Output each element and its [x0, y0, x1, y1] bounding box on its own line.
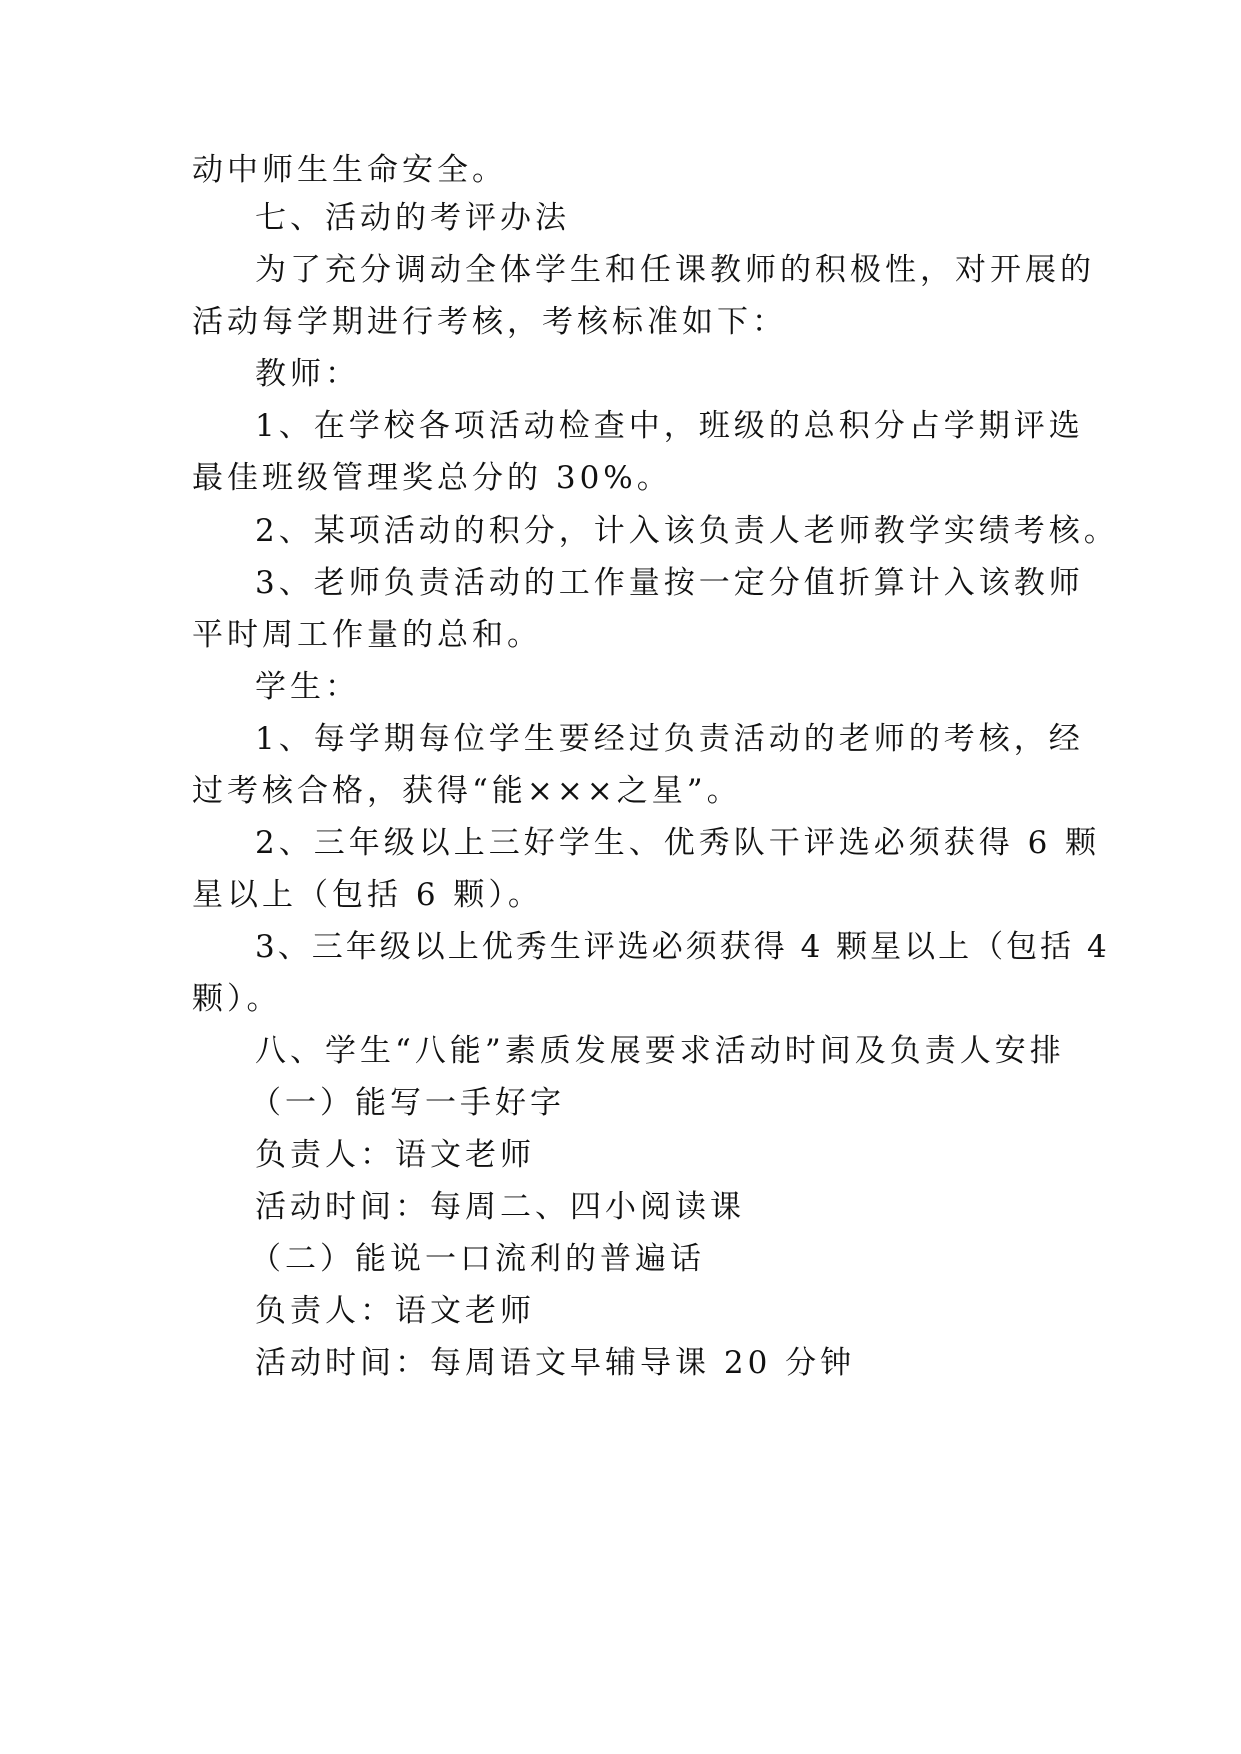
- text-line: 星以上（包括 6 颗）。: [192, 877, 543, 913]
- text-line: 活动每学期进行考核，考核标准如下：: [192, 304, 787, 340]
- text-line: 3、老师负责活动的工作量按一定分值折算计入该教师: [255, 565, 1084, 601]
- text-line: 1、每学期每位学生要经过负责活动的老师的考核，经: [255, 721, 1084, 757]
- text-line: 负责人：语文老师: [255, 1293, 535, 1329]
- subheading: 学生：: [255, 669, 360, 705]
- text-line: 为了充分调动全体学生和任课教师的积极性，对开展的: [255, 252, 1095, 288]
- text-line: 过考核合格，获得“能×××之星”。: [192, 773, 742, 809]
- text-line: 平时周工作量的总和。: [192, 617, 542, 653]
- section-heading: 七、活动的考评办法: [255, 200, 570, 236]
- text-line: 负责人：语文老师: [255, 1137, 535, 1173]
- section-heading: 八、学生“八能”素质发展要求活动时间及负责人安排: [255, 1033, 1065, 1069]
- subheading: 教师：: [255, 356, 360, 392]
- subsection-heading: （一）能写一手好字: [250, 1085, 565, 1121]
- subsection-heading: （二）能说一口流利的普遍话: [250, 1241, 705, 1277]
- text-line: 2、三年级以上三好学生、优秀队干评选必须获得 6 颗: [255, 825, 1101, 861]
- text-line: 活动时间：每周二、四小阅读课: [255, 1189, 745, 1225]
- text-line: 3、三年级以上优秀生评选必须获得 4 颗星以上（包括 4: [255, 929, 1110, 965]
- text-line: 颗）。: [192, 981, 282, 1017]
- text-line: 动中师生生命安全。: [192, 152, 507, 188]
- text-line: 2、某项活动的积分，计入该负责人老师教学实绩考核。: [255, 513, 1119, 549]
- text-line: 最佳班级管理奖总分的 30%。: [192, 460, 672, 496]
- text-line: 活动时间：每周语文早辅导课 20 分钟: [255, 1345, 856, 1381]
- text-line: 1、在学校各项活动检查中，班级的总积分占学期评选: [255, 408, 1084, 444]
